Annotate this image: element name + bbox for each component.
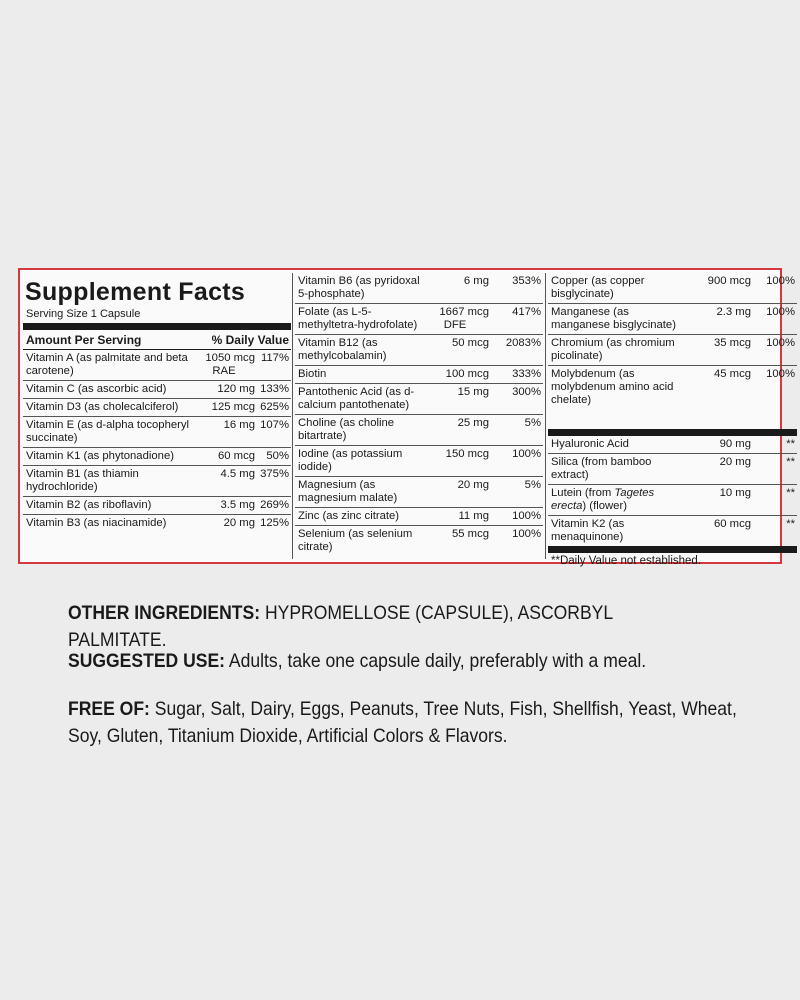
nutrient-name: Vitamin C (as ascorbic acid) — [26, 383, 167, 395]
nutrient-row — [23, 515, 291, 532]
dv-header: % Daily Value — [211, 333, 289, 347]
column-divider — [545, 273, 546, 559]
thick-rule — [548, 429, 797, 436]
nutrient-row — [548, 516, 797, 546]
nutrient-row — [23, 466, 291, 497]
nutrient-row — [23, 448, 291, 466]
nutrient-name: Zinc (as zinc citrate) — [298, 510, 400, 522]
column-divider — [292, 273, 293, 559]
nutrient-name: Copper (as copper bisglycinate) — [551, 275, 645, 300]
nutrient-row — [548, 485, 797, 516]
nutrient-row — [295, 335, 543, 366]
nutrient-name: Vitamin B12 (as methylcobalamin) — [298, 337, 387, 362]
table-header — [23, 330, 291, 350]
nutrient-name: Pantothenic Acid (as d-calcium pantothenate) — [298, 386, 415, 411]
nutrient-row — [23, 350, 291, 381]
nutrient-amount: 900 mcg — [707, 275, 751, 287]
other-ingredients-text: HYPROMELLOSE (CAPSULE), ASCORBYL PALMITATE. — [68, 602, 613, 651]
nutrient-row — [295, 366, 543, 384]
nutrient-daily-value: 2083% — [505, 337, 541, 349]
nutrient-amount: 50 mcg — [451, 337, 489, 349]
nutrient-amount: 10 mg — [719, 487, 751, 499]
nutrient-amount: 120 mg — [217, 383, 255, 395]
facts-column-3 — [548, 273, 797, 569]
nutrient-amount: 1667 mcg DFE — [439, 306, 489, 331]
nutrient-amount: 55 mcg — [451, 528, 489, 540]
nutrient-row — [548, 366, 797, 409]
nutrient-daily-value: 625% — [260, 401, 289, 413]
nutrient-amount: 150 mcg — [445, 448, 489, 460]
footnote: **Daily Value not established. — [551, 555, 702, 567]
nutrient-daily-value: 5% — [524, 417, 541, 429]
nutrient-row — [548, 304, 797, 335]
nutrient-name: Vitamin D3 (as cholecalciferol) — [26, 401, 179, 413]
nutrient-amount: 25 mg — [457, 417, 489, 429]
nutrient-row — [548, 454, 797, 485]
nutrient-row — [295, 526, 543, 556]
nutrient-name: Chromium (as chromium picolinate) — [551, 337, 675, 362]
suggested-use-text: Adults, take one capsule daily, preferably with a meal. — [225, 650, 647, 672]
nutrient-name: Silica (from bamboo extract) — [551, 456, 652, 481]
nutrient-row — [23, 399, 291, 417]
nutrient-row — [295, 415, 543, 446]
nutrient-row — [295, 477, 543, 508]
nutrient-amount: 4.5 mg — [220, 468, 255, 480]
amount-header: Amount Per Serving — [26, 333, 142, 347]
nutrient-daily-value: 125% — [260, 517, 289, 529]
nutrient-name: Vitamin E (as d-alpha tocopheryl succinate) — [26, 419, 190, 444]
nutrient-row — [23, 417, 291, 448]
nutrient-daily-value: 269% — [260, 499, 289, 511]
free-of-label: FREE OF: — [68, 698, 150, 720]
nutrient-name: Vitamin B6 (as pyridoxal 5-phosphate) — [298, 275, 420, 300]
nutrient-name: Selenium (as selenium citrate) — [298, 528, 413, 553]
nutrient-amount: 15 mg — [457, 386, 489, 398]
supplement-facts-panel — [18, 268, 795, 567]
nutrient-row — [295, 508, 543, 526]
free-of — [68, 696, 752, 750]
nutrient-name: Lutein (from Tagetes erecta) (flower) — [551, 487, 655, 512]
thick-rule — [23, 323, 291, 330]
nutrient-amount: 20 mg — [223, 517, 255, 529]
nutrient-name: Magnesium (as magnesium malate) — [298, 479, 398, 504]
nutrient-name: Choline (as choline bitartrate) — [298, 417, 395, 442]
nutrient-daily-value: 417% — [512, 306, 541, 318]
nutrient-row — [295, 273, 543, 304]
suggested-use — [68, 648, 680, 675]
nutrient-row — [295, 384, 543, 415]
nutrient-row — [548, 436, 797, 454]
nutrient-amount: 60 mcg — [713, 518, 751, 530]
nutrient-daily-value: 50% — [266, 450, 289, 462]
nutrient-amount: 45 mcg — [713, 368, 751, 380]
nutrient-daily-value: 100% — [766, 275, 795, 287]
nutrient-amount: 16 mg — [223, 419, 255, 431]
nutrient-amount: 11 mg — [458, 510, 489, 522]
nutrient-daily-value: 100% — [766, 306, 795, 318]
nutrient-daily-value: 100% — [766, 337, 795, 349]
nutrient-name: Vitamin A (as palmitate and beta carotene) — [26, 352, 188, 377]
nutrient-row — [548, 273, 797, 304]
nutrient-daily-value: 100% — [512, 528, 541, 540]
nutrient-name: Molybdenum (as molybdenum amino acid chelate) — [551, 368, 674, 406]
nutrient-name: Vitamin B1 (as thiamin hydrochloride) — [26, 468, 139, 493]
facts-column-1 — [23, 273, 291, 532]
suggested-use-label: SUGGESTED USE: — [68, 650, 226, 672]
nutrient-amount: 90 mg — [719, 438, 751, 450]
nutrient-amount: 100 mcg — [445, 368, 489, 380]
nutrient-daily-value: ** — [786, 487, 795, 499]
other-ingredients-label: OTHER INGREDIENTS: — [68, 602, 261, 624]
nutrient-daily-value: 5% — [524, 479, 541, 491]
nutrient-daily-value: 353% — [512, 275, 541, 287]
nutrient-daily-value: 333% — [512, 368, 541, 380]
nutrient-amount: 2.3 mg — [716, 306, 751, 318]
nutrient-name: Vitamin B2 (as riboflavin) — [26, 499, 152, 511]
nutrient-daily-value: ** — [786, 456, 795, 468]
nutrient-name: Hyaluronic Acid — [551, 438, 629, 450]
nutrient-name: Folate (as L-5-methyltetra-hydrofolate) — [298, 306, 418, 331]
facts-column-2 — [295, 273, 543, 556]
nutrient-row — [23, 381, 291, 399]
nutrient-daily-value: ** — [786, 438, 795, 450]
nutrient-amount: 3.5 mg — [220, 499, 255, 511]
nutrient-name: Vitamin K2 (as menaquinone) — [551, 518, 625, 543]
nutrient-daily-value: 300% — [512, 386, 541, 398]
nutrient-amount: 60 mcg — [217, 450, 255, 462]
nutrient-amount: 35 mcg — [713, 337, 751, 349]
nutrient-amount: 6 mg — [463, 275, 489, 287]
nutrient-name: Manganese (as manganese bisglycinate) — [551, 306, 676, 331]
nutrient-name: Biotin — [298, 368, 327, 380]
nutrient-daily-value: 100% — [766, 368, 795, 380]
nutrient-name: Vitamin K1 (as phytonadione) — [26, 450, 174, 462]
nutrient-daily-value: 107% — [260, 419, 289, 431]
nutrient-amount: 1050 mcg RAE — [205, 352, 255, 377]
thick-rule — [548, 546, 797, 553]
serving-size: Serving Size 1 Capsule — [26, 308, 141, 320]
nutrient-row — [548, 335, 797, 366]
nutrient-daily-value: 133% — [260, 383, 289, 395]
other-ingredients — [68, 600, 680, 654]
nutrient-amount: 20 mg — [719, 456, 751, 468]
nutrient-row — [23, 497, 291, 515]
nutrient-name: Vitamin B3 (as niacinamide) — [26, 517, 167, 529]
nutrient-daily-value: ** — [786, 518, 795, 530]
nutrient-amount: 125 mcg — [211, 401, 255, 413]
nutrient-daily-value: 100% — [512, 510, 541, 522]
nutrient-daily-value: 100% — [512, 448, 541, 460]
free-of-text: Sugar, Salt, Dairy, Eggs, Peanuts, Tree Nuts, Fish, Shellfish, Yeast, Wheat, Soy, Gluten, Titanium Dioxide, Artificial Colors & Flavors. — [68, 698, 737, 747]
nutrient-amount: 20 mg — [457, 479, 489, 491]
nutrient-daily-value: 117% — [260, 352, 289, 364]
nutrient-daily-value: 375% — [260, 468, 289, 480]
nutrient-row — [295, 446, 543, 477]
nutrient-row — [295, 304, 543, 335]
nutrient-name: Iodine (as potassium iodide) — [298, 448, 403, 473]
facts-title: Supplement Facts — [25, 278, 246, 306]
